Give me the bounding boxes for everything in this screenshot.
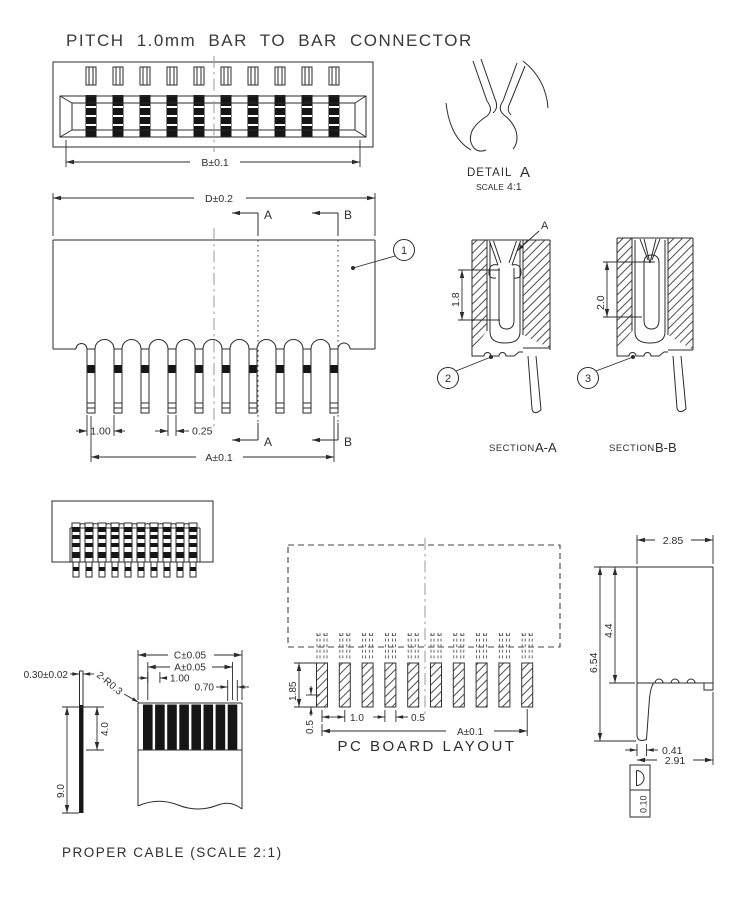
conductor	[191, 705, 201, 750]
dim-depth-aa: 1.8	[450, 292, 462, 307]
solder-pad	[453, 663, 464, 707]
dim-total-length: 9.0	[56, 784, 67, 798]
dim-thickness: 0.30±0.02	[23, 670, 68, 681]
leader-dot	[631, 355, 635, 359]
section-bb-caption-word: SECTION	[609, 443, 655, 454]
dim-pad-width: 0.5	[411, 713, 425, 724]
dim-pad-height: 1.85	[288, 681, 299, 701]
dim-top-width: 2.85	[662, 535, 684, 547]
conductor	[216, 705, 226, 750]
section-aa-caption-word: SECTION	[489, 443, 535, 454]
dim-conductor-width: 0.70	[194, 682, 214, 694]
dim-corner-radius: 2-R0.3	[94, 669, 125, 698]
conductor	[179, 705, 189, 750]
dim-pcb-pitch: 1.0	[350, 713, 364, 724]
cable-caption: PROPER CABLE (SCALE 2:1)	[62, 845, 283, 860]
section-label-b-top: B	[344, 208, 353, 222]
dim-depth-bb: 2.0	[595, 295, 607, 310]
leader-dot	[489, 355, 493, 359]
pc-board-caption: PC BOARD LAYOUT	[337, 738, 517, 755]
section-label-a-top: A	[264, 208, 273, 222]
dim-pitch: 1.00	[90, 425, 111, 438]
dim-pcb-span: A±0.1	[456, 727, 484, 738]
dim-offset: 0.5	[305, 720, 316, 734]
leader-dot	[351, 266, 355, 270]
leader-label-a: A	[541, 220, 549, 232]
section-bb-caption-id: B-B	[655, 440, 677, 455]
conductor	[228, 705, 238, 750]
solder-pad	[408, 663, 419, 707]
dim-top-width: B±0.1	[201, 157, 229, 169]
solder-pad	[339, 663, 350, 707]
detail-letter: A	[520, 164, 531, 181]
section-label-b-bottom: B	[344, 435, 353, 449]
section-aa-caption-id: A-A	[535, 440, 557, 455]
dim-span: A±0.1	[205, 452, 233, 464]
dim-exposed-length: 4.0	[100, 722, 111, 736]
dim-cable-span: A±0.05	[174, 662, 206, 674]
gdt-value: 0.10	[638, 795, 649, 813]
section-label-a-bottom: A	[264, 435, 273, 449]
detail-scale-value: 4:1	[507, 181, 522, 193]
solder-pad	[385, 663, 396, 707]
cable-edge	[80, 705, 84, 813]
solder-pad	[431, 663, 442, 707]
dim-pin-width: 0.41	[662, 745, 683, 757]
dim-cable-overall: C±0.05	[173, 650, 207, 662]
dim-front-width: D±0.2	[205, 193, 233, 205]
dim-pin-width: 0.25	[192, 425, 213, 438]
dim-cable-pitch: 1.00	[170, 673, 190, 685]
conductor	[143, 705, 153, 750]
conductor	[167, 705, 177, 750]
solder-pad	[317, 663, 328, 707]
conductor	[204, 705, 214, 750]
detail-label: DETAIL	[467, 167, 513, 179]
conductor	[155, 705, 165, 750]
balloon-1-label: 1	[400, 245, 408, 257]
dim-body-height: 4.4	[603, 623, 615, 638]
detail-scale-label: SCALE	[476, 182, 504, 192]
solder-pad	[362, 663, 373, 707]
dim-bottom-width: 2.91	[664, 755, 686, 767]
balloon-2-label: 2	[444, 373, 452, 385]
solder-pad	[522, 663, 533, 707]
drawing-title: PITCH 1.0mm BAR TO BAR CONNECTOR	[66, 31, 473, 50]
balloon-3-label: 3	[584, 373, 592, 385]
dim-total-height: 6.54	[588, 652, 600, 673]
solder-pad	[499, 663, 510, 707]
solder-pad	[476, 663, 487, 707]
